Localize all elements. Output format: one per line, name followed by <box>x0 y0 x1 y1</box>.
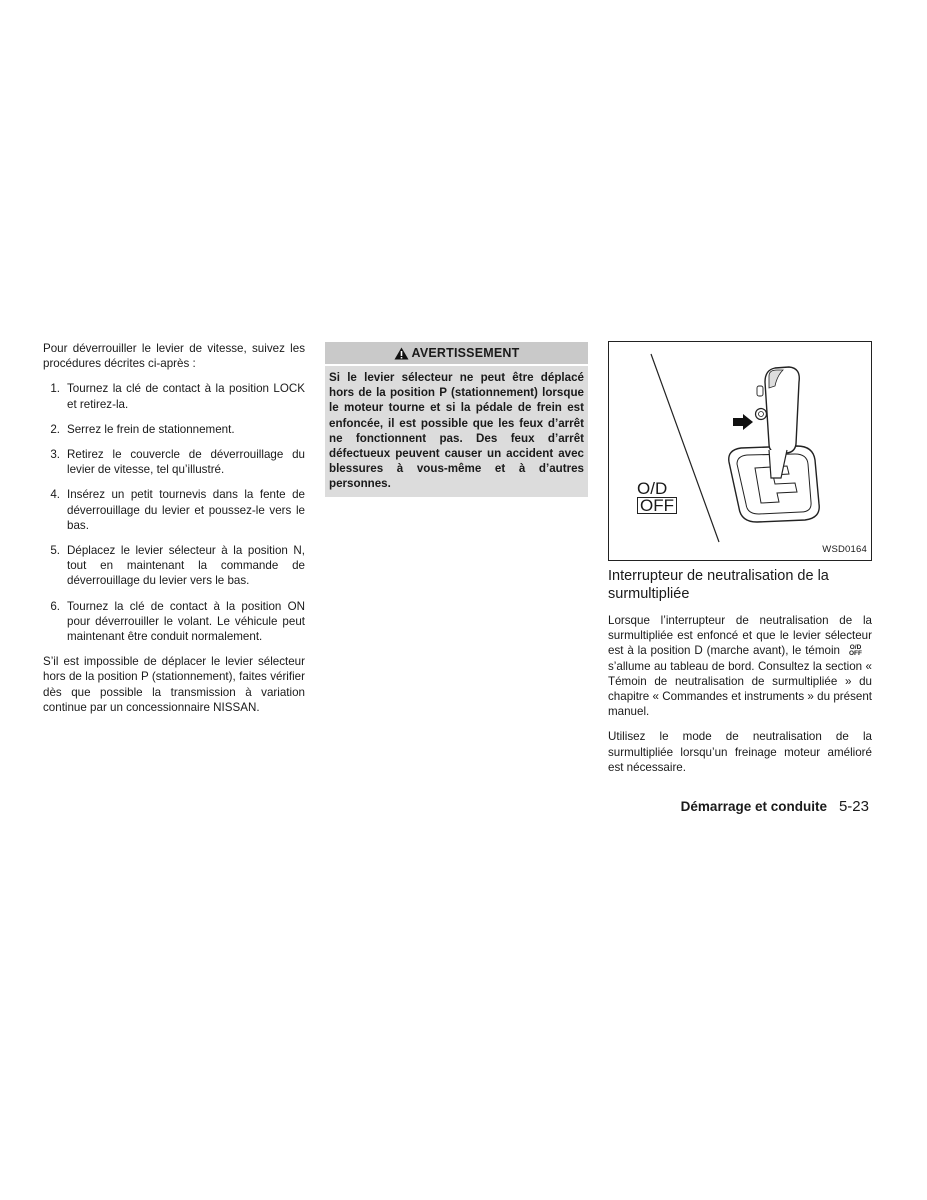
right-column <box>608 341 872 785</box>
warning-text: Si le levier sélecteur ne peut être déplacé hors de la position P (stationnement) lorsque le moteur tourne et si la pédale de frein est enfoncée, il est possible que les feux d’arrêt ne fonctionnent pas. Des feux d’arrêt défectueux peuvent causer un accident avec blessures à vous-même et à d’autres personnes. <box>325 366 588 497</box>
warning-title: AVERTISSEMENT <box>411 346 520 360</box>
page-number: 5-23 <box>838 798 869 815</box>
warning-box <box>325 342 588 497</box>
chapter-title: Démarrage et conduite <box>680 799 827 814</box>
intro-paragraph: Pour déverrouiller le levier de vitesse, suivez les procédures décrites ci-après : <box>43 342 305 371</box>
step-text: Tournez la clé de contact à la position ON pour déverrouiller le volant. Le véhicule peut maintenant être conduit normalement. <box>67 599 305 644</box>
step-number: 6. <box>50 599 60 613</box>
off-label: OFF <box>637 497 677 514</box>
step-number: 4. <box>50 488 60 502</box>
usage-paragraph: Utilisez le mode de neutralisation de la surmultipliée lorsqu’un freinage moteur amélioré est nécessaire. <box>608 730 872 774</box>
od-off-switch-label <box>637 480 677 514</box>
shift-lever-drawing <box>609 342 871 560</box>
icon-off-text: OFF <box>849 650 862 658</box>
closing-paragraph: S’il est impossible de déplacer le levier sélecteur hors de la position P (stationnement), faites vérifier dès que possible la transmission à variation continue par un concessionnaire NISSAN. <box>43 655 305 714</box>
description-text-a: Lorsque l’interrupteur de neutralisation de la surmultipliée est enfoncé et que le levier sélecteur est à la position D (marche avant), le témoin <box>608 614 872 658</box>
step-number: 5. <box>50 544 60 558</box>
step-text: Serrez le frein de stationnement. <box>67 422 235 436</box>
step-text: Déplacez le levier sélecteur à la position N, tout en maintenant la commande de déverrouillage du levier vers le bas. <box>67 544 305 588</box>
list-item <box>43 447 305 477</box>
step-number: 1. <box>50 382 60 396</box>
step-text: Retirez le couvercle de déverrouillage du levier de vitesse, tel qu’illustré. <box>67 448 305 477</box>
step-number: 3. <box>50 448 60 462</box>
warning-header <box>325 342 588 364</box>
list-item <box>43 422 305 437</box>
list-item <box>43 487 305 533</box>
figure-code: WSD0164 <box>822 543 867 555</box>
procedure-steps <box>43 381 305 644</box>
od-label: O/D <box>637 479 668 498</box>
step-text: Tournez la clé de contact à la position LOCK et retirez-la. <box>67 382 305 411</box>
shift-lever-illustration <box>608 341 872 561</box>
icon-od-text: O/D <box>849 643 862 651</box>
list-item <box>43 599 305 645</box>
list-item <box>43 543 305 589</box>
od-off-indicator-icon <box>849 645 862 658</box>
page-footer <box>681 798 869 815</box>
list-item <box>43 381 305 411</box>
description-text-b: s’allume au tableau de bord. Consultez la section « Témoin de neutralisation de surmultipliée » du chapitre « Commandes et instruments » du présent manuel. <box>608 659 872 719</box>
description-paragraph <box>608 613 872 719</box>
section-heading: Interrupteur de neutralisation de la surmultipliée <box>608 568 829 602</box>
left-column <box>43 341 305 725</box>
step-text: Insérez un petit tournevis dans la fente de déverrouillage du levier et poussez-le vers le bas. <box>67 488 305 532</box>
warning-triangle-icon <box>394 347 409 360</box>
step-number: 2. <box>50 422 60 436</box>
